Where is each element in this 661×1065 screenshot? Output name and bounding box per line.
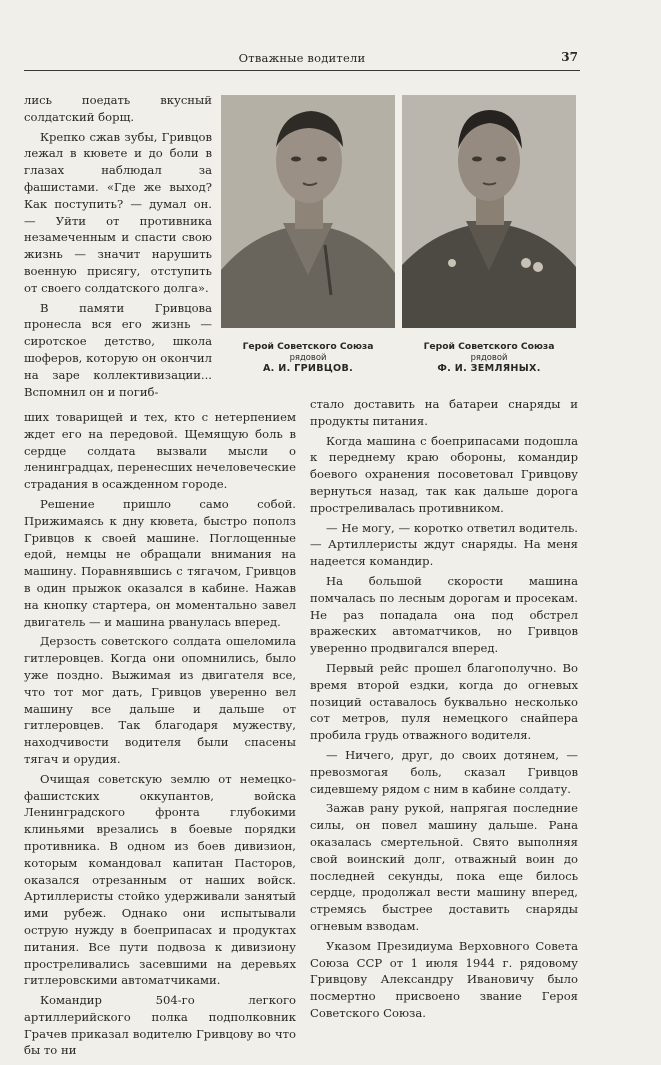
left-column-lower — [24, 409, 296, 1062]
soldier-portrait-icon — [402, 95, 576, 328]
paragraph: Дерзость советского солдата ошеломила гитлеровцев. Когда они опомнились, было уже поздно. Выжимая из двигателя все, что тот мог дать, Гривцов уверенно вел машину все дальше и дальше от гитлеровцев. Так благодаря мужеству, находчивости водителя были спасены тягач и орудия. — [24, 634, 296, 766]
right-column — [310, 396, 578, 1025]
left-column-top — [24, 92, 212, 403]
page-number: 37 — [561, 50, 578, 64]
caption-rank: рядовой — [470, 352, 508, 362]
paragraph: — Не могу, — коротко ответил водитель. — Артиллеристы ждут снаряды. На меня надеется командир. — [310, 520, 578, 569]
portrait-photo-zemlyanykh — [402, 95, 576, 328]
portrait-photo-grivtsov — [221, 95, 395, 328]
running-header — [24, 50, 580, 71]
caption-name: Ф. И. ЗЕМЛЯНЫХ. — [437, 363, 541, 374]
paragraph: — Ничего, друг, до своих дотянем, — превозмогая боль, сказал Гривцов сидевшему рядом с ним в кабине солдату. — [310, 747, 578, 796]
paragraph: стало доставить на батареи снаряды и продукты питания. — [310, 397, 578, 428]
caption-name: А. И. ГРИВЦОВ. — [262, 363, 354, 374]
paragraph: Указом Президиума Верховного Совета Союза ССР от 1 июля 1944 г. рядовому Гривцову Александру Ивановичу было посмертно присвоено звание Героя Советского Союза. — [310, 938, 578, 1020]
paragraph: На большой скорости машина помчалась по лесным дорогам и просекам. Не раз попадала она под обстрел вражеских автоматчиков, но Гривцов уверенно продвигался вперед. — [310, 573, 578, 656]
photo-caption-2 — [400, 341, 578, 374]
paragraph: Зажав рану рукой, напрягая последние силы, он повел машину дальше. Рана оказалась смертельной. Свято выполняя свой воинский долг, отважный воин до последней секунды, пока еще билось сердце, продолжал вести машину вперед, стремясь быстрее доставить снаряды огневым взводам. — [310, 801, 578, 933]
paragraph: Очищая советскую землю от немецко-фашистских оккупантов, войска Ленинградского фронта глубокими клиньями врезались в боевые порядки противника. В одном из боев дивизион, которым командовал капитан Пасторов, оказался отрезанным от наших войск. Артиллеристы стойко удерживали занятый ими рубеж. Однако они испытывали острую нужду в боеприпасах и продуктах питания. Все пути подвоза к дивизиону простреливались засевшими на деревьях гитлеровскими автоматчиками. — [24, 771, 296, 988]
paragraph: Крепко сжав зубы, Гривцов лежал в кювете и до боли в глазах наблюдал за фашистами. «Где же выход? Как поступить? — думал он. — Уйти от противника незамеченным и спасти свою жизнь — значит нарушить военную присягу, отступить от своего солдатского долга». — [24, 129, 212, 295]
soldier-portrait-icon — [221, 95, 395, 328]
paragraph: ших товарищей и тех, кто с нетерпением ждет его на передовой. Щемящую боль в сердце солдата вызвали мысли о ленинградцах, перенесших нечеловеческие страдания в осажденном городе. — [24, 410, 296, 492]
caption-rank: рядовой — [289, 352, 327, 362]
caption-line: Герой Советского Союза — [423, 341, 555, 352]
paragraph: Решение пришло само собой. Прижимаясь к дну кювета, быстро пополз Гривцов к своей машине. Поглощенные едой, немцы не обращали внимания на машину. Поравнявшись с тягачом, Гривцов в один прыжок оказался в кабине. Нажав на кнопку стартера, он моментально завел двигатель — и машина рванулась вперед. — [24, 496, 296, 629]
paragraph: Когда машина с боеприпасами подошла к переднему краю обороны, командир боевого охранения посоветовал Гривцову вернуться назад, так как дальше дорога простреливалась противником. — [310, 433, 578, 515]
chapter-title: Отважные водители — [238, 51, 366, 65]
paragraph: Первый рейс прошел благополучно. Во время второй ездки, когда до огневых позиций оставалось буквально несколько сот метров, пуля немецкого снайпера пробила грудь отважного водителя. — [310, 660, 578, 743]
caption-line: Герой Советского Союза — [242, 341, 374, 352]
photo-caption-1 — [219, 341, 397, 374]
paragraph: лись поедать вкусный солдатский борщ. — [24, 93, 212, 124]
paragraph: В памяти Гривцова пронесла вся его жизнь — сиротское детство, школа шоферов, которую он окончил на заре коллективизации... Вспомнил он и погиб- — [24, 300, 212, 399]
paragraph: Командир 504-го легкого артиллерийского полка подполковник Грачев приказал водителю Гривцову во что бы то ни — [24, 993, 296, 1058]
